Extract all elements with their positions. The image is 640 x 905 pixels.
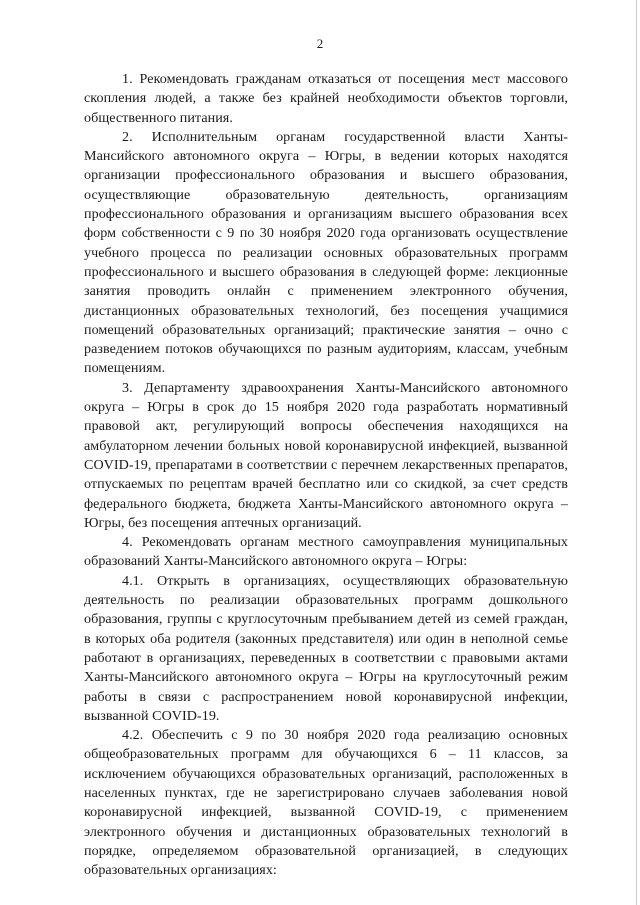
paragraph-4: 4. Рекомендовать органам местного самоуправления муниципальных образований Ханты-Мансийского автономного округа – Югры: [84, 534, 568, 570]
paragraph-2: 2. Исполнительным органам государственной власти Ханты-Мансийского автономного округа – Югры, в ведении которых находятся организации профессионального образования и высшего образования, осуществляющие образовательную деятельность, организациям профессионального образования и организациям высшего образования всех форм собственности с 9 по 30 ноября 2020 года организовать осуществление учебного процесса по реализации основных образовательных программ профессионального и высшего образования в следующей форме: лекционные занятия проводить онлайн с применением электронного обучения, дистанционных образовательных технологий, без посещения учащимися помещений образовательных организаций; практические занятия – очно с разведением потоков обучающихся по разным аудиториям, классам, учебным помещениям. [84, 128, 568, 377]
page-number: 2 [316, 36, 324, 51]
document-body [84, 70, 568, 880]
paragraph-1: 1. Рекомендовать гражданам отказаться от посещения мест массового скопления людей, а также без крайней необходимости объектов торговли, общественного питания. [84, 71, 568, 126]
paragraph-4-2: 4.2. Обеспечить с 9 по 30 ноября 2020 года реализацию основных общеобразовательных программ для обучающихся 6 – 11 классов, за исключением обучающихся образовательных организаций, расположенных в населенных пунктах, где не зарегистрировано случаев заболевания новой коронавирусной инфекцией, вызванной COVID-19, с применением электронного обучения и дистанционных образовательных технологий в порядке, определяемом образовательной организацией, в следующих образовательных организациях: [84, 727, 568, 879]
paragraph-3: 3. Департаменту здравоохранения Ханты-Мансийского автономного округа – Югры в срок до 15 ноября 2020 года разработать нормативный правовой акт, регулирующий вопросы обеспечения находящихся на амбулаторном лечении больных новой коронавирусной инфекцией, вызванной COVID-19, препаратами в соответствии с перечнем лекарственных препаратов, отпускаемых по рецептам врачей бесплатно или со скидкой, за счет средств федерального бюджета, бюджета Ханты-Мансийского автономного округа – Югры, без посещения аптечных организаций. [84, 379, 568, 531]
scan-edge [636, 0, 637, 905]
paragraph-4-1: 4.1. Открыть в организациях, осуществляющих образовательную деятельность по реализации образовательных программ дошкольного образования, группы с круглосуточным пребыванием детей из семей граждан, в которых оба родителя (законных представителя) или один в неполной семье работают в организациях, переведенных в соответствии с правовыми актами Ханты-Мансийского автономного округа – Югры на круглосуточный режим работы в связи с распространением новой коронавирусной инфекции, вызванной COVID-19. [84, 572, 568, 724]
